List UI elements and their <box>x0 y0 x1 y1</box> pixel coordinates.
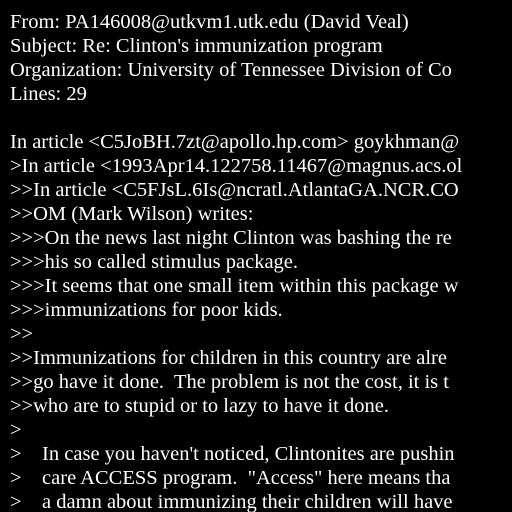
quoted-line: >>OM (Mark Wilson) writes: <box>10 203 254 225</box>
quoted-line: >>who are to stupid or to lazy to have it done. <box>10 395 389 417</box>
message-body <box>10 10 512 512</box>
header-from: From: PA146008@utkvm1.utk.edu (David Veal) <box>10 11 409 33</box>
quoted-line: >>>It seems that one small item within this package w <box>10 275 459 297</box>
quoted-line: >>Immunizations for children in this country are alre <box>10 347 447 369</box>
quoted-line: > In case you haven't noticed, Clintonites are pushin <box>10 443 455 465</box>
header-lines: Lines: 29 <box>10 83 87 105</box>
quoted-line: > <box>10 419 22 441</box>
quoted-line: >>go have it done. The problem is not the cost, it is t <box>10 371 449 393</box>
attribution-line: In article <C5JoBH.7zt@apollo.hp.com> goykhman@ <box>10 131 460 153</box>
quoted-line: >>In article <C5FJsL.6Is@ncratl.AtlantaGA.NCR.CO <box>10 179 459 201</box>
quoted-line: >In article <1993Apr14.122758.11467@magnus.acs.ol <box>10 155 463 177</box>
quoted-line: > a damn about immunizing their children will have <box>10 491 453 512</box>
quoted-line: >>>immunizations for poor kids. <box>10 299 283 321</box>
quoted-line: >>>On the news last night Clinton was bashing the re <box>10 227 452 249</box>
blank-line <box>10 106 512 130</box>
quoted-line: >>>his so called stimulus package. <box>10 251 299 273</box>
header-subject: Subject: Re: Clinton's immunization program <box>10 35 383 57</box>
quoted-line: > care ACCESS program. "Access" here means tha <box>10 467 451 489</box>
header-organization: Organization: University of Tennessee Division of Co <box>10 59 452 81</box>
quoted-line: >> <box>10 323 34 345</box>
